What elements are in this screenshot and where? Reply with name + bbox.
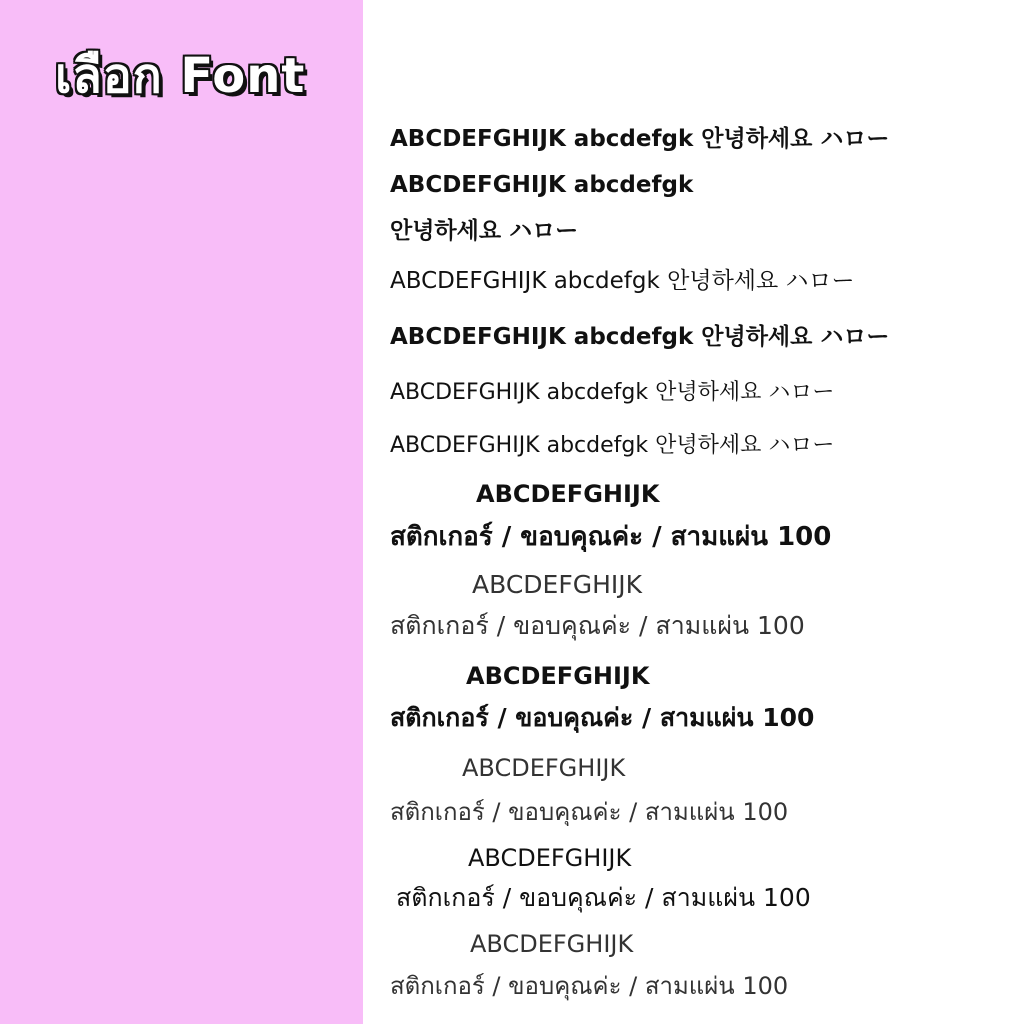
font-sample: [390, 662, 1010, 734]
page-title: เลือก Font: [55, 48, 306, 104]
font-sample: [390, 480, 1010, 552]
sample-line-2: สติกเกอร์ / ขอบคุณค่ะ / สามแผ่น 100: [390, 798, 789, 826]
sample-line-2: สติกเกอร์ / ขอบคุณค่ะ / สามแผ่น 100: [396, 883, 811, 912]
font-sample: [390, 262, 1010, 294]
sample-line-1: ABCDEFGHIJK: [462, 754, 626, 782]
sample-line-1: ABCDEFGHIJK: [472, 570, 643, 599]
sample-line-2: สติกเกอร์ / ขอบคุณค่ะ / สามแผ่น 100: [390, 611, 805, 640]
sample-line-1: ABCDEFGHIJK: [466, 662, 650, 690]
font-sample: [390, 754, 1010, 826]
sample-line-1: ABCDEFGHIJK abcdefgk 안녕하세요 ハロー: [390, 324, 890, 350]
font-list-panel: [0, 0, 363, 1024]
font-sample: [390, 428, 1010, 460]
font-sample: [390, 570, 1010, 642]
sample-line-2: สติกเกอร์ / ขอบคุณค่ะ / สามแผ่น 100: [390, 703, 815, 732]
sample-line-1: ABCDEFGHIJK abcdefgk 안녕하세요 ハロー: [390, 126, 890, 152]
font-sample: [390, 318, 1010, 350]
sample-line-1: ABCDEFGHIJK: [470, 930, 634, 958]
sample-line-2: 안녕하세요 ハロー: [390, 218, 579, 244]
font-sample: [390, 172, 1010, 252]
sample-line-2: สติกเกอร์ / ขอบคุณค่ะ / สามแผ่น 100: [390, 972, 789, 1000]
font-sample: [390, 844, 1010, 916]
sample-line-1: ABCDEFGHIJK: [468, 844, 632, 872]
sample-line-1: ABCDEFGHIJK: [476, 480, 660, 508]
font-sample: [390, 120, 1010, 152]
sample-line-1: ABCDEFGHIJK abcdefgk 안녕하세요 ハロー: [390, 380, 835, 405]
font-sample: [390, 375, 1010, 407]
sample-line-2: สติกเกอร์ / ขอบคุณค่ะ / สามแผ่น 100: [390, 522, 832, 552]
sample-line-1: ABCDEFGHIJK abcdefgk: [390, 172, 694, 198]
sample-line-1: ABCDEFGHIJK abcdefgk 안녕하세요 ハロー: [390, 433, 835, 458]
sample-line-1: ABCDEFGHIJK abcdefgk 안녕하세요 ハロー: [390, 268, 855, 294]
font-sample: [390, 930, 1010, 1002]
